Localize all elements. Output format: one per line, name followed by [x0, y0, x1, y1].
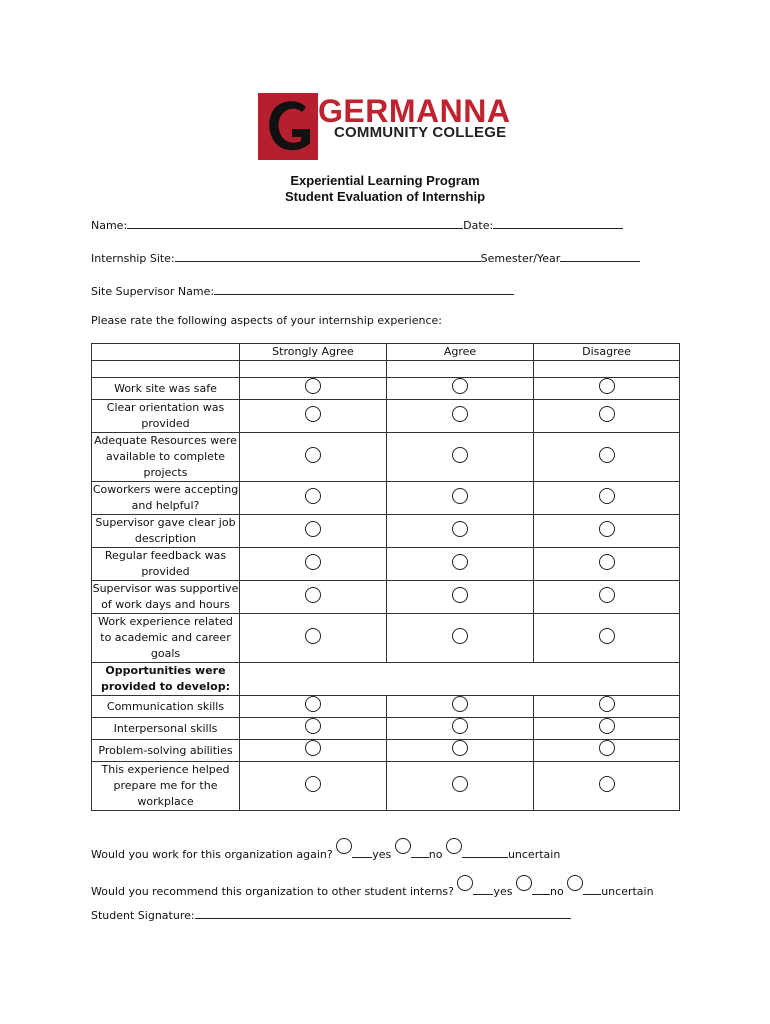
- agree-radio[interactable]: [452, 628, 468, 644]
- document-title: Experiential Learning Program: [290, 173, 480, 188]
- disagree-radio[interactable]: [599, 488, 615, 504]
- signature-row: [91, 907, 571, 922]
- site-field-row: [91, 250, 640, 265]
- logo-subname: COMMUNITY COLLEGE: [334, 124, 507, 141]
- semester-field[interactable]: [560, 250, 640, 262]
- agree-radio[interactable]: [452, 554, 468, 570]
- row-label: Problem-solving abilities: [92, 740, 240, 762]
- section-heading: Opportunities were provided to develop:: [92, 663, 240, 696]
- question-recommend: [91, 875, 654, 898]
- strongly-agree-radio[interactable]: [305, 740, 321, 756]
- row-label: Supervisor gave clear job description: [92, 515, 240, 548]
- table-row: [92, 762, 680, 811]
- agree-radio[interactable]: [452, 521, 468, 537]
- strongly-agree-radio[interactable]: [305, 488, 321, 504]
- site-field[interactable]: [175, 250, 481, 262]
- disagree-radio[interactable]: [599, 406, 615, 422]
- table-row: [92, 740, 680, 762]
- row-label: Coworkers were accepting and helpful?: [92, 482, 240, 515]
- site-label: Internship Site:: [91, 252, 175, 265]
- semester-label: Semester/Year: [480, 252, 561, 265]
- logo-g-icon: [258, 93, 318, 160]
- table-row: [92, 400, 680, 433]
- question-text: Would you recommend this organization to other student interns?: [91, 885, 454, 898]
- row-label: Work site was safe: [92, 378, 240, 400]
- table-row: [92, 515, 680, 548]
- strongly-agree-radio[interactable]: [305, 587, 321, 603]
- signature-label: Student Signature:: [91, 909, 195, 922]
- strongly-agree-radio[interactable]: [305, 378, 321, 394]
- column-header: [92, 344, 240, 361]
- agree-radio[interactable]: [452, 718, 468, 734]
- disagree-radio[interactable]: [599, 628, 615, 644]
- row-label: Supervisor was supportive of work days and hours: [92, 581, 240, 614]
- date-field[interactable]: [493, 217, 623, 229]
- disagree-radio[interactable]: [599, 447, 615, 463]
- row-label: Adequate Resources were available to complete projects: [92, 433, 240, 482]
- strongly-agree-radio[interactable]: [305, 406, 321, 422]
- agree-radio[interactable]: [452, 488, 468, 504]
- table-row: [92, 718, 680, 740]
- signature-field[interactable]: [195, 907, 571, 919]
- table-row: [92, 581, 680, 614]
- column-header: Agree: [387, 344, 534, 361]
- column-header: Disagree: [534, 344, 680, 361]
- uncertain-radio[interactable]: [446, 838, 462, 854]
- uncertain-label: uncertain: [507, 848, 561, 861]
- question-work-again: [91, 838, 560, 861]
- strongly-agree-radio[interactable]: [305, 628, 321, 644]
- row-label: Clear orientation was provided: [92, 400, 240, 433]
- no-radio[interactable]: [516, 875, 532, 891]
- no-label: no: [428, 848, 443, 861]
- document-subtitle: Student Evaluation of Internship: [284, 189, 486, 204]
- yes-radio[interactable]: [336, 838, 352, 854]
- table-row: [92, 548, 680, 581]
- uncertain-radio[interactable]: [567, 875, 583, 891]
- agree-radio[interactable]: [452, 406, 468, 422]
- logo-mark: [258, 93, 318, 160]
- agree-radio[interactable]: [452, 447, 468, 463]
- strongly-agree-radio[interactable]: [305, 554, 321, 570]
- college-logo: [258, 90, 514, 162]
- agree-radio[interactable]: [452, 696, 468, 712]
- table-row: [92, 378, 680, 400]
- supervisor-label: Site Supervisor Name:: [91, 285, 215, 298]
- table-row: [92, 482, 680, 515]
- disagree-radio[interactable]: [599, 718, 615, 734]
- table-row: [92, 696, 680, 718]
- yes-label: yes: [372, 848, 392, 861]
- instruction-text: Please rate the following aspects of your internship experience:: [91, 314, 442, 327]
- table-row: [92, 614, 680, 663]
- yes-label: yes: [493, 885, 513, 898]
- disagree-radio[interactable]: [599, 740, 615, 756]
- date-label: Date:: [463, 219, 494, 232]
- row-label: Interpersonal skills: [92, 718, 240, 740]
- question-text: Would you work for this organization again?: [91, 848, 333, 861]
- spacer-row: [92, 361, 680, 378]
- column-header: Strongly Agree: [240, 344, 387, 361]
- agree-radio[interactable]: [452, 776, 468, 792]
- supervisor-field[interactable]: [214, 283, 514, 295]
- table-row: [92, 433, 680, 482]
- strongly-agree-radio[interactable]: [305, 521, 321, 537]
- strongly-agree-radio[interactable]: [305, 696, 321, 712]
- disagree-radio[interactable]: [599, 776, 615, 792]
- agree-radio[interactable]: [452, 378, 468, 394]
- disagree-radio[interactable]: [599, 696, 615, 712]
- section-heading-row: [92, 663, 680, 696]
- supervisor-field-row: [91, 283, 514, 298]
- disagree-radio[interactable]: [599, 378, 615, 394]
- no-label: no: [550, 885, 564, 898]
- name-field[interactable]: [127, 217, 463, 229]
- no-radio[interactable]: [395, 838, 411, 854]
- row-label: Communication skills: [92, 696, 240, 718]
- disagree-radio[interactable]: [599, 521, 615, 537]
- row-label: This experience helped prepare me for the workplace: [92, 762, 240, 811]
- row-label: Regular feedback was provided: [92, 548, 240, 581]
- table-header: [92, 344, 680, 361]
- yes-radio[interactable]: [457, 875, 473, 891]
- agree-radio[interactable]: [452, 740, 468, 756]
- logo-name: GERMANNA: [318, 93, 511, 129]
- row-label: Work experience related to academic and career goals: [92, 614, 240, 663]
- strongly-agree-radio[interactable]: [305, 447, 321, 463]
- disagree-radio[interactable]: [599, 554, 615, 570]
- disagree-radio[interactable]: [599, 587, 615, 603]
- rating-table: [91, 343, 680, 811]
- name-label: Name:: [91, 219, 128, 232]
- strongly-agree-radio[interactable]: [305, 718, 321, 734]
- uncertain-label: uncertain: [601, 885, 654, 898]
- name-field-row: [91, 217, 623, 232]
- agree-radio[interactable]: [452, 587, 468, 603]
- strongly-agree-radio[interactable]: [305, 776, 321, 792]
